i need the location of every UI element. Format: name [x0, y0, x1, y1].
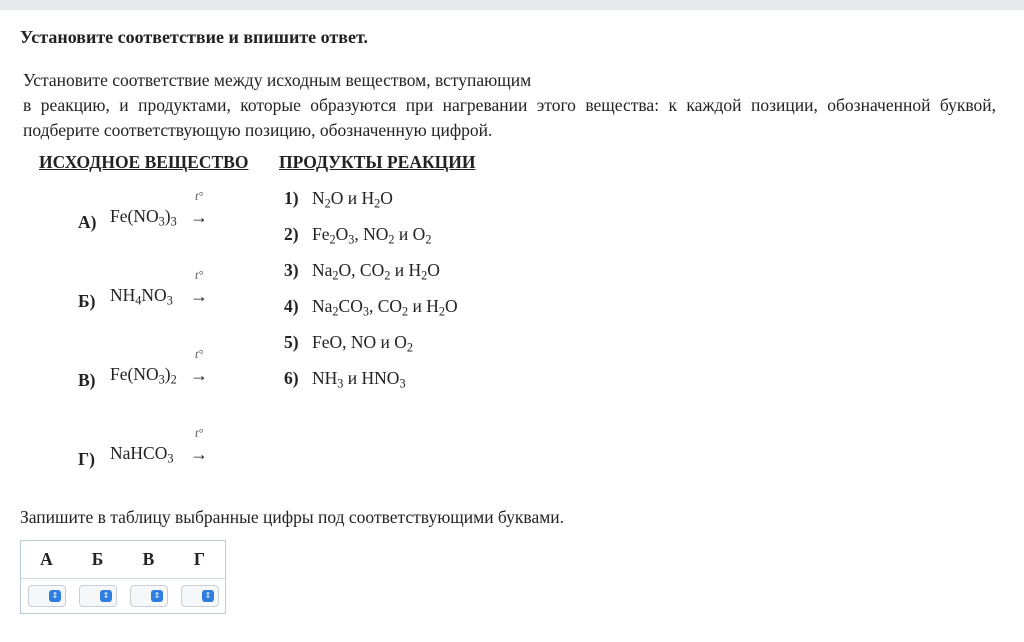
product-text: $Na_2CO_3$, $CO_2$ и $H_2O$ [312, 296, 458, 319]
product-4 [284, 296, 458, 317]
substance-letter: Б) [78, 291, 96, 311]
answer-instruction: Запишите в таблицу выбранные цифры под соответствующими буквами. [20, 507, 565, 527]
product-5 [284, 332, 413, 353]
product-text: FeO, NO и $O_2$ [312, 332, 414, 355]
product-6 [284, 368, 406, 389]
reaction-arrow-icon: → [190, 365, 208, 385]
heat-mark: t° [195, 189, 204, 203]
answer-column-header: А [40, 549, 53, 569]
product-1 [284, 188, 393, 209]
answer-select-g[interactable] [181, 585, 219, 607]
updown-chevron-icon: ⇕ [202, 590, 214, 602]
task-text-line1: Установите соответствие между исходным веществом, вступающим [23, 70, 532, 90]
top-bar [0, 0, 1024, 10]
substance-letter: В) [78, 370, 96, 390]
product-number: 4) [284, 296, 299, 316]
reaction-arrow-icon: → [190, 286, 208, 306]
substance-letter: Г) [78, 449, 95, 469]
substance-formula: $Fe(NO_3)_3$ [110, 206, 177, 229]
header-reaction-products: ПРОДУКТЫ РЕАКЦИИ [279, 152, 476, 172]
reaction-arrow-icon: → [190, 207, 208, 227]
updown-chevron-icon: ⇕ [100, 590, 112, 602]
substance-formula: $Fe(NO_3)_2$ [110, 364, 177, 387]
product-text: $Na_2O$, $CO_2$ и $H_2O$ [312, 260, 440, 283]
task-text-rest: в реакцию, и продуктами, которые образуются при нагревании этого вещества: к каждой позиции, обозначенной буквой, подберите соответствующую позицию, обозначенную цифрой. [23, 95, 996, 140]
task-title: Установите соответствие и впишите ответ. [20, 27, 368, 47]
product-3 [284, 260, 440, 281]
product-text: $NH_3$ и $HNO_3$ [312, 368, 406, 391]
answer-column-header: В [142, 549, 155, 569]
product-number: 3) [284, 260, 299, 280]
product-text: $Fe_2O_3$, $NO_2$ и $O_2$ [312, 224, 432, 247]
task-description [23, 68, 996, 143]
updown-chevron-icon: ⇕ [151, 590, 163, 602]
substance-formula: NaHCO$_3$ [110, 443, 174, 466]
product-text: $N_2O$ и $H_2O$ [312, 188, 393, 211]
answer-table [20, 540, 226, 614]
product-number: 6) [284, 368, 299, 388]
reaction-arrow-icon: → [190, 444, 208, 464]
product-number: 5) [284, 332, 299, 352]
substance-formula: $NH_4NO_3$ [110, 285, 173, 308]
product-number: 2) [284, 224, 299, 244]
answer-select-b[interactable] [79, 585, 117, 607]
substance-letter: А) [78, 212, 97, 232]
product-number: 1) [284, 188, 299, 208]
product-2 [284, 224, 431, 245]
heat-mark: t° [195, 347, 204, 361]
heat-mark: t° [195, 268, 204, 282]
answer-column-header: Б [91, 549, 104, 569]
updown-chevron-icon: ⇕ [49, 590, 61, 602]
header-source-substance: ИСХОДНОЕ ВЕЩЕСТВО [39, 152, 249, 172]
answer-select-a[interactable] [28, 585, 66, 607]
heat-mark: t° [195, 426, 204, 440]
answer-select-v[interactable] [130, 585, 168, 607]
answer-column-header: Г [193, 549, 206, 569]
